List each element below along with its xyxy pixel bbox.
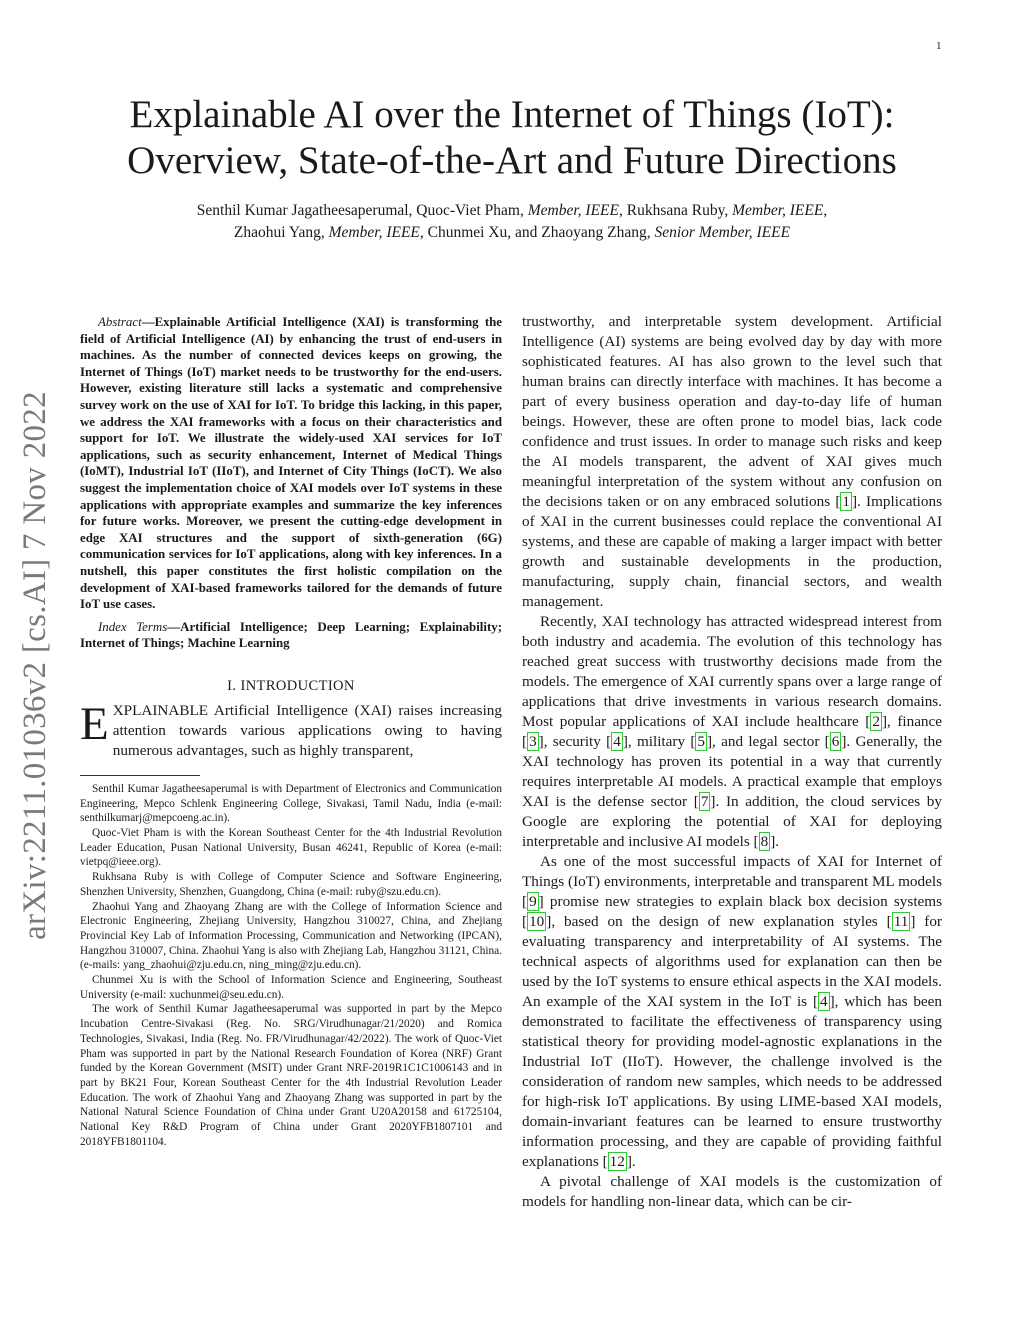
body-text: promise new strategies to explain black box decision systems <box>543 893 942 910</box>
right-column <box>522 312 942 1212</box>
index-terms-label: Index Terms <box>98 619 168 634</box>
body-text: , military <box>627 733 691 750</box>
author-names: , Chunmei Xu, and Zhaoyang Zhang, <box>419 224 655 241</box>
citation-link[interactable]: 4 <box>613 733 621 750</box>
citation-link[interactable]: 3 <box>529 733 537 750</box>
body-text: . Generally, the XAI technology has proven its potential in a way that currently requires interpretable AI models. A practical example that employs XAI is the defense sector <box>522 733 942 810</box>
body-text: Recently, XAI technology has attracted widespread interest from both industry and academia. The evolution of this technology has reached great success with trustworthy decisions made from the models. The emergence of XAI currently spans over a large range of applications that drive investments in various research domains. Most popular applications of XAI include healthcare <box>522 613 942 730</box>
index-terms-text: —Artificial Intelligence; Deep Learning; Explainability; Internet of Things; Machine Learning <box>80 619 502 651</box>
author-names: , <box>823 202 828 219</box>
body-text: , based on the design of new explanation styles <box>551 913 887 930</box>
citation-link[interactable]: 8 <box>760 833 769 850</box>
citation-link[interactable]: 2 <box>872 713 880 730</box>
abstract <box>80 314 502 613</box>
arxiv-id: arXiv:2211.01036v2 [cs.AI] 7 Nov 2022 <box>16 390 53 940</box>
intro-text: XPLAINABLE Artificial Intelligence (XAI) raises increasing attention towards various applications owing to having numerous advantages, such as highly transparent, <box>112 701 502 759</box>
citation-link[interactable]: 9 <box>529 893 537 910</box>
body-text: . <box>631 1153 636 1170</box>
index-terms <box>80 619 502 652</box>
body-paragraph: As one of the most successful impacts of XAI for Internet of Things (IoT) environments, interpretable and transparent ML models [ 9 ] promise new strategies to explain black box decision systems [ 10 ], based on the design of new explanation styles [ 11 ] for evaluating transparency and interpretability of AI systems. The technical aspects of algorithms used for explanation can then be used by the IoT systems to ensure ethical aspects in the XAI models. An example of the XAI system in the IoT is [ 4 ], which has been demonstrated to facilitate the effectiveness of transparency using statistical theory for providing model-agnostic explanations in the Industrial IoT (IIoT). However, the challenge involved is the consideration of random new samples, which needs to be addressed for high-risk IoT applications. By using LIME-based XAI models, domain-invariant features can be learned to ensure trustworthy information processing, and they are capable of providing faithful explanations [ 12 ]. <box>522 853 943 1170</box>
title-line-1: Explainable AI over the Internet of Things (IoT): <box>129 93 895 136</box>
citation-link[interactable]: 6 <box>831 733 840 750</box>
author-role: Senior Member, IEEE <box>654 224 791 241</box>
page-number: 1 <box>936 40 942 52</box>
body-text: trustworthy, and interpretable system development. Artificial Intelligence (AI) systems are being evolved day by day with more sophisticated features. AI has also grown to the level such that human brains can directly interface with machines. It has become a part of every business operation and day-to-day life of human beings. However, these are often prone to model bias, lack code confidence and trust issues. In order to manage such risks and keep the AI models transparent, the advent of XAI gives much meaningful interpretation of the system without any confusion on the decisions taken or on any embraced solutions <box>522 313 942 510</box>
arxiv-stamp <box>15 365 55 965</box>
body-text: for evaluating transparency and interpretability of AI systems. The technical aspects of algorithms used for explanation can then be used by the IoT systems to ensure ethical aspects in the XAI models. An example of the XAI system in the IoT is <box>522 913 942 1010</box>
body-paragraph: trustworthy, and interpretable system development. Artificial Intelligence (AI) systems are being evolved day by day with more sophisticated features. AI has also grown to the level such that human brains can directly interface with machines. It has become a part of every business operation and day-to-day life of human beings. However, these are often prone to model bias, lack code confidence and trust issues. In order to manage such risks and keep the AI models transparent, the advent of XAI gives much meaningful interpretation of the system without any confusion on the decisions taken or on any embraced solutions [ 1 ]. Implications of XAI in the current businesses could replace the conventional AI systems, and these are capable of making a larger impact with better growth and sustainable developments in the production, manufacturing, supply chain, financial sectors, and wealth management. <box>522 313 942 610</box>
footnote: Quoc-Viet Pham is with the Korean Southeast Center for the 4th Industrial Revolution Leader Education, Pusan National University, Busan 46241, Republic of Korea (e-mail: vietpq@ieee.org). <box>80 826 502 869</box>
citation-link[interactable]: 10 <box>529 913 545 930</box>
author-role: Member, IEEE <box>732 202 824 219</box>
drop-cap: E <box>80 697 109 750</box>
author-names: , Rukhsana Ruby, <box>618 202 733 219</box>
section-heading-introduction <box>80 678 502 695</box>
citation-link[interactable]: 7 <box>700 793 709 810</box>
section-numeral: I. <box>227 677 241 694</box>
author-role: Member, IEEE <box>527 202 619 219</box>
body-text: , which has been demonstrated to facilitate the effectiveness of transparency using statistical theory for providing model-agnostic explanations in the Industrial IoT (IIoT). However, the challenge involved is the consideration of random new samples, which needs to be addressed for high-risk IoT applications. By using LIME-based XAI models, domain-invariant features can be learned to ensure trustworthy information processing, and they are capable of providing faithful explanations <box>522 993 943 1170</box>
footnote: The work of Senthil Kumar Jagatheesaperumal was supported in part by the Mepco Incubation Centre-Sivakasi (Reg. No. SRG/Virudhunagar/21/2020) and Romica Technologies, Sivakasi, India (Reg. No. FR/Virudhunagar/42/2022). The work of Quoc-Viet Pham was supported in part by the National Research Foundation of Korea (NRF) Grant funded by the Korean Government (MSIT) under Grant NRF-2019R1C1C1006143 and in part by BK21 Four, Korean Southeast Center for the 4th Industrial Revolution Leader Education. The work of Zhaohui Yang and Zhaoyang Zhang was supported in part by the National Natural Science Foundation of China under Grant U20A20158 and 61725104, National Key R&D Program of China under Grant 2020YFB1807101 and 2018YFB1801104. <box>80 1003 502 1148</box>
paper-title <box>60 92 964 184</box>
body-text: , finance <box>887 713 943 730</box>
body-text: , security <box>543 733 607 750</box>
citation-link[interactable]: 5 <box>697 733 705 750</box>
body-paragraph: A pivotal challenge of XAI models is the customization of models for handling non-linear data, which can be cir- <box>522 1173 942 1210</box>
title-line-2: Overview, State-of-the-Art and Future Directions <box>127 139 897 182</box>
body-text: . In addition, the cloud services by Google are exploring the potential of XAI for deploying interpretable and inclusive AI models <box>522 793 942 850</box>
left-column <box>80 314 502 1149</box>
footnote: Senthil Kumar Jagatheesaperumal is with Department of Electronics and Communication Engineering, Mepco Schlenk Engineering College, Sivakasi, Tamil Nadu, India (e-mail: senthilkumarj@mepcoeng.ac.in). <box>80 782 502 825</box>
section-title-rest: NTRODUCTION <box>245 677 355 694</box>
author-role: Member, IEEE <box>328 224 420 241</box>
author-names: Senthil Kumar Jagatheesaperumal, Quoc-Viet Pham, <box>196 202 528 219</box>
citation-link[interactable]: 1 <box>842 493 850 510</box>
abstract-text: —Explainable Artificial Intelligence (XAI) is transforming the field of Artificial Intelligence (AI) by enhancing the trust of end-users in machines. As the number of connected devices keeps on growing, the Internet of Things (IoT) market needs to be trustworthy for the end-users. However, existing literature still lacks a systematic and comprehensive survey work on the use of XAI for IoT. To bridge this lacking, in this paper, we address the XAI frameworks with a focus on their characteristics and support for IoT. We illustrate the widely-used XAI services for IoT applications, such as security enhancement, Internet of Medical Things (IoMT), Industrial IoT (IIoT), and Internet of City Things (IoCT). We also suggest the implementation choice of XAI models over IoT systems in these applications with appropriate examples and summarize the key inferences for future works. Moreover, we present the cutting-edge development in edge XAI structures and the support of sixth-generation (6G) communication services for IoT applications, along with key inferences. In a nutshell, this paper constitutes the first holistic compilation on the development of XAI-based frameworks tailored for the demands of future IoT use cases. <box>80 315 502 612</box>
body-text: , and legal sector <box>712 733 825 750</box>
section-initial: I <box>240 677 246 694</box>
abstract-label: Abstract <box>98 315 142 329</box>
citation-link[interactable]: 12 <box>609 1153 625 1170</box>
author-list <box>80 200 944 244</box>
body-text: As one of the most successful impacts of XAI for Internet of Things (IoT) environments, interpretable and transparent ML models <box>522 853 942 890</box>
footnote: Rukhsana Ruby is with College of Computer Science and Software Engineering, Shenzhen University, Shenzhen, Guangdong, China (e-mail: ruby@szu.edu.cn). <box>80 871 502 898</box>
citation-link[interactable]: 11 <box>893 913 909 930</box>
body-text: . Implications of XAI in the current businesses could replace the conventional AI systems, and these are capable of making a larger impact with better growth and sustainable developments in the production, manufacturing, supply chain, financial sectors, and wealth management. <box>522 493 942 610</box>
footnote: Chunmei Xu is with the School of Information Science and Engineering, Southeast University (e-mail: xuchunmei@seu.edu.cn). <box>80 974 502 1001</box>
footnote: Zhaohui Yang and Zhaoyang Zhang are with the College of Information Science and Electronic Engineering, Zhejiang University, Hangzhou 310027, China, and Zhejiang Provincial Key Lab of Information Processing, Communication and Networking (IPCAN), Hangzhou 310007, China. Zhaohui Yang is also with Zhejiang Lab, Hangzhou 31121, China.(e-mails: yang_zhaohui@zju.edu.cn, ning_ming@zju.edu.cn). <box>80 900 502 972</box>
body-text: . <box>775 833 780 850</box>
body-paragraph: Recently, XAI technology has attracted widespread interest from both industry and academia. The evolution of this technology has reached great success with trustworthy decisions made from the models. The emergence of XAI currently spans over a large range of applications that drive investments in various research domains. Most popular applications of XAI include healthcare [ 2 ], finance [ 3 ], security [ 4 ], military [ 5 ], and legal sector [ 6 ]. Generally, the XAI technology has proven its potential in a way that currently requires interpretable AI models. A practical example that employs XAI is the defense sector [ 7 ]. In addition, the cloud services by Google are exploring the potential of XAI for deploying interpretable and inclusive AI models [ 8 ]. <box>522 613 943 850</box>
author-names: Zhaohui Yang, <box>233 224 329 241</box>
intro-paragraph <box>80 697 502 761</box>
footnote-rule <box>80 775 200 776</box>
citation-link[interactable]: 4 <box>820 993 828 1010</box>
